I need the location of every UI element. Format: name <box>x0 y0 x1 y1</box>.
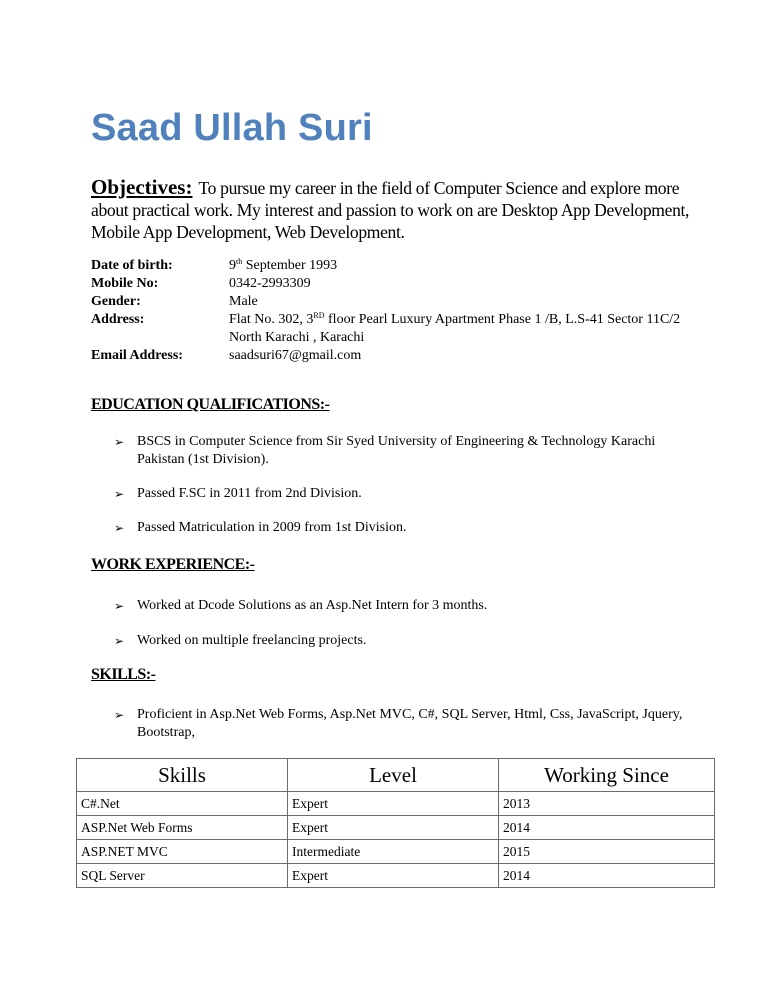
cell-since: 2013 <box>499 792 715 816</box>
personal-info <box>91 257 709 365</box>
cell-since: 2014 <box>499 864 715 888</box>
gender-value: Male <box>229 294 258 309</box>
education-heading: EDUCATION QUALIFICATIONS:- <box>91 396 330 413</box>
objective-section <box>91 176 691 243</box>
column-header-skills: Skills <box>77 759 288 792</box>
cell-level: Expert <box>288 792 499 816</box>
objective-text: To pursue my career in the field of Computer Science and explore more about practical work. My interest and passion to work on are Desktop App Development, Mobile App Development, Web Development. <box>91 178 690 242</box>
list-item: ➢ Worked at Dcode Solutions as an Asp.Net Intern for 3 months. <box>114 598 488 613</box>
arrowhead-bullet-icon: ➢ <box>114 521 125 535</box>
cell-since: 2015 <box>499 840 715 864</box>
list-item: ➢ BSCS in Computer Science from Sir Syed University of Engineering & Technology Karachi Pakistan (1st Division). <box>114 434 656 467</box>
gender-label: Gender: <box>91 294 141 309</box>
dob-label: Date of birth: <box>91 258 173 273</box>
address-value: Flat No. 302, 3RD floor Pearl Luxury Apartment Phase 1 /B, L.S-41 Sector 11C/2 North Karachi , Karachi <box>229 311 681 345</box>
arrowhead-bullet-icon: ➢ <box>114 487 125 501</box>
table-row <box>77 816 715 840</box>
list-item: ➢ Worked on multiple freelancing projects. <box>114 633 367 648</box>
mobile-value: 0342-2993309 <box>229 276 311 291</box>
arrowhead-bullet-icon: ➢ <box>114 435 125 449</box>
cell-since: 2014 <box>499 816 715 840</box>
address-label: Address: <box>91 312 145 327</box>
table-row <box>77 864 715 888</box>
column-header-level: Level <box>288 759 499 792</box>
cell-skill: SQL Server <box>77 864 288 888</box>
table-row <box>77 840 715 864</box>
column-header-working-since: Working Since <box>499 759 715 792</box>
work-heading: WORK EXPERIENCE:- <box>91 556 255 573</box>
list-item: ➢ Proficient in Asp.Net Web Forms, Asp.Net MVC, C#, SQL Server, Html, Css, JavaScript, Jquery, Bootstrap, <box>114 707 683 740</box>
skills-heading: SKILLS:- <box>91 666 156 683</box>
cell-skill: ASP.NET MVC <box>77 840 288 864</box>
arrowhead-bullet-icon: ➢ <box>114 634 125 648</box>
info-row-address <box>91 311 709 347</box>
info-row-dob <box>91 257 709 275</box>
table-row <box>77 792 715 816</box>
info-row-email <box>91 347 709 365</box>
info-row-mobile <box>91 275 709 293</box>
email-value: saadsuri67@gmail.com <box>229 348 362 363</box>
list-item: ➢ Passed F.SC in 2011 from 2nd Division. <box>114 486 362 501</box>
skills-list <box>114 706 697 742</box>
skills-table <box>76 758 715 888</box>
cell-level: Intermediate <box>288 840 499 864</box>
mobile-label: Mobile No: <box>91 276 159 291</box>
candidate-name: Saad Ullah Suri <box>91 107 373 149</box>
cell-level: Expert <box>288 816 499 840</box>
list-item: ➢ Passed Matriculation in 2009 from 1st Division. <box>114 520 407 535</box>
info-row-gender <box>91 293 709 311</box>
email-label: Email Address: <box>91 348 183 363</box>
dob-value: 9th September 1993 <box>229 257 338 273</box>
cell-skill: C#.Net <box>77 792 288 816</box>
work-list <box>114 597 697 650</box>
arrowhead-bullet-icon: ➢ <box>114 708 125 722</box>
education-list <box>114 433 697 537</box>
table-header-row <box>77 759 715 792</box>
arrowhead-bullet-icon: ➢ <box>114 599 125 613</box>
objective-label: Objectives: <box>91 175 193 199</box>
cell-level: Expert <box>288 864 499 888</box>
cell-skill: ASP.Net Web Forms <box>77 816 288 840</box>
